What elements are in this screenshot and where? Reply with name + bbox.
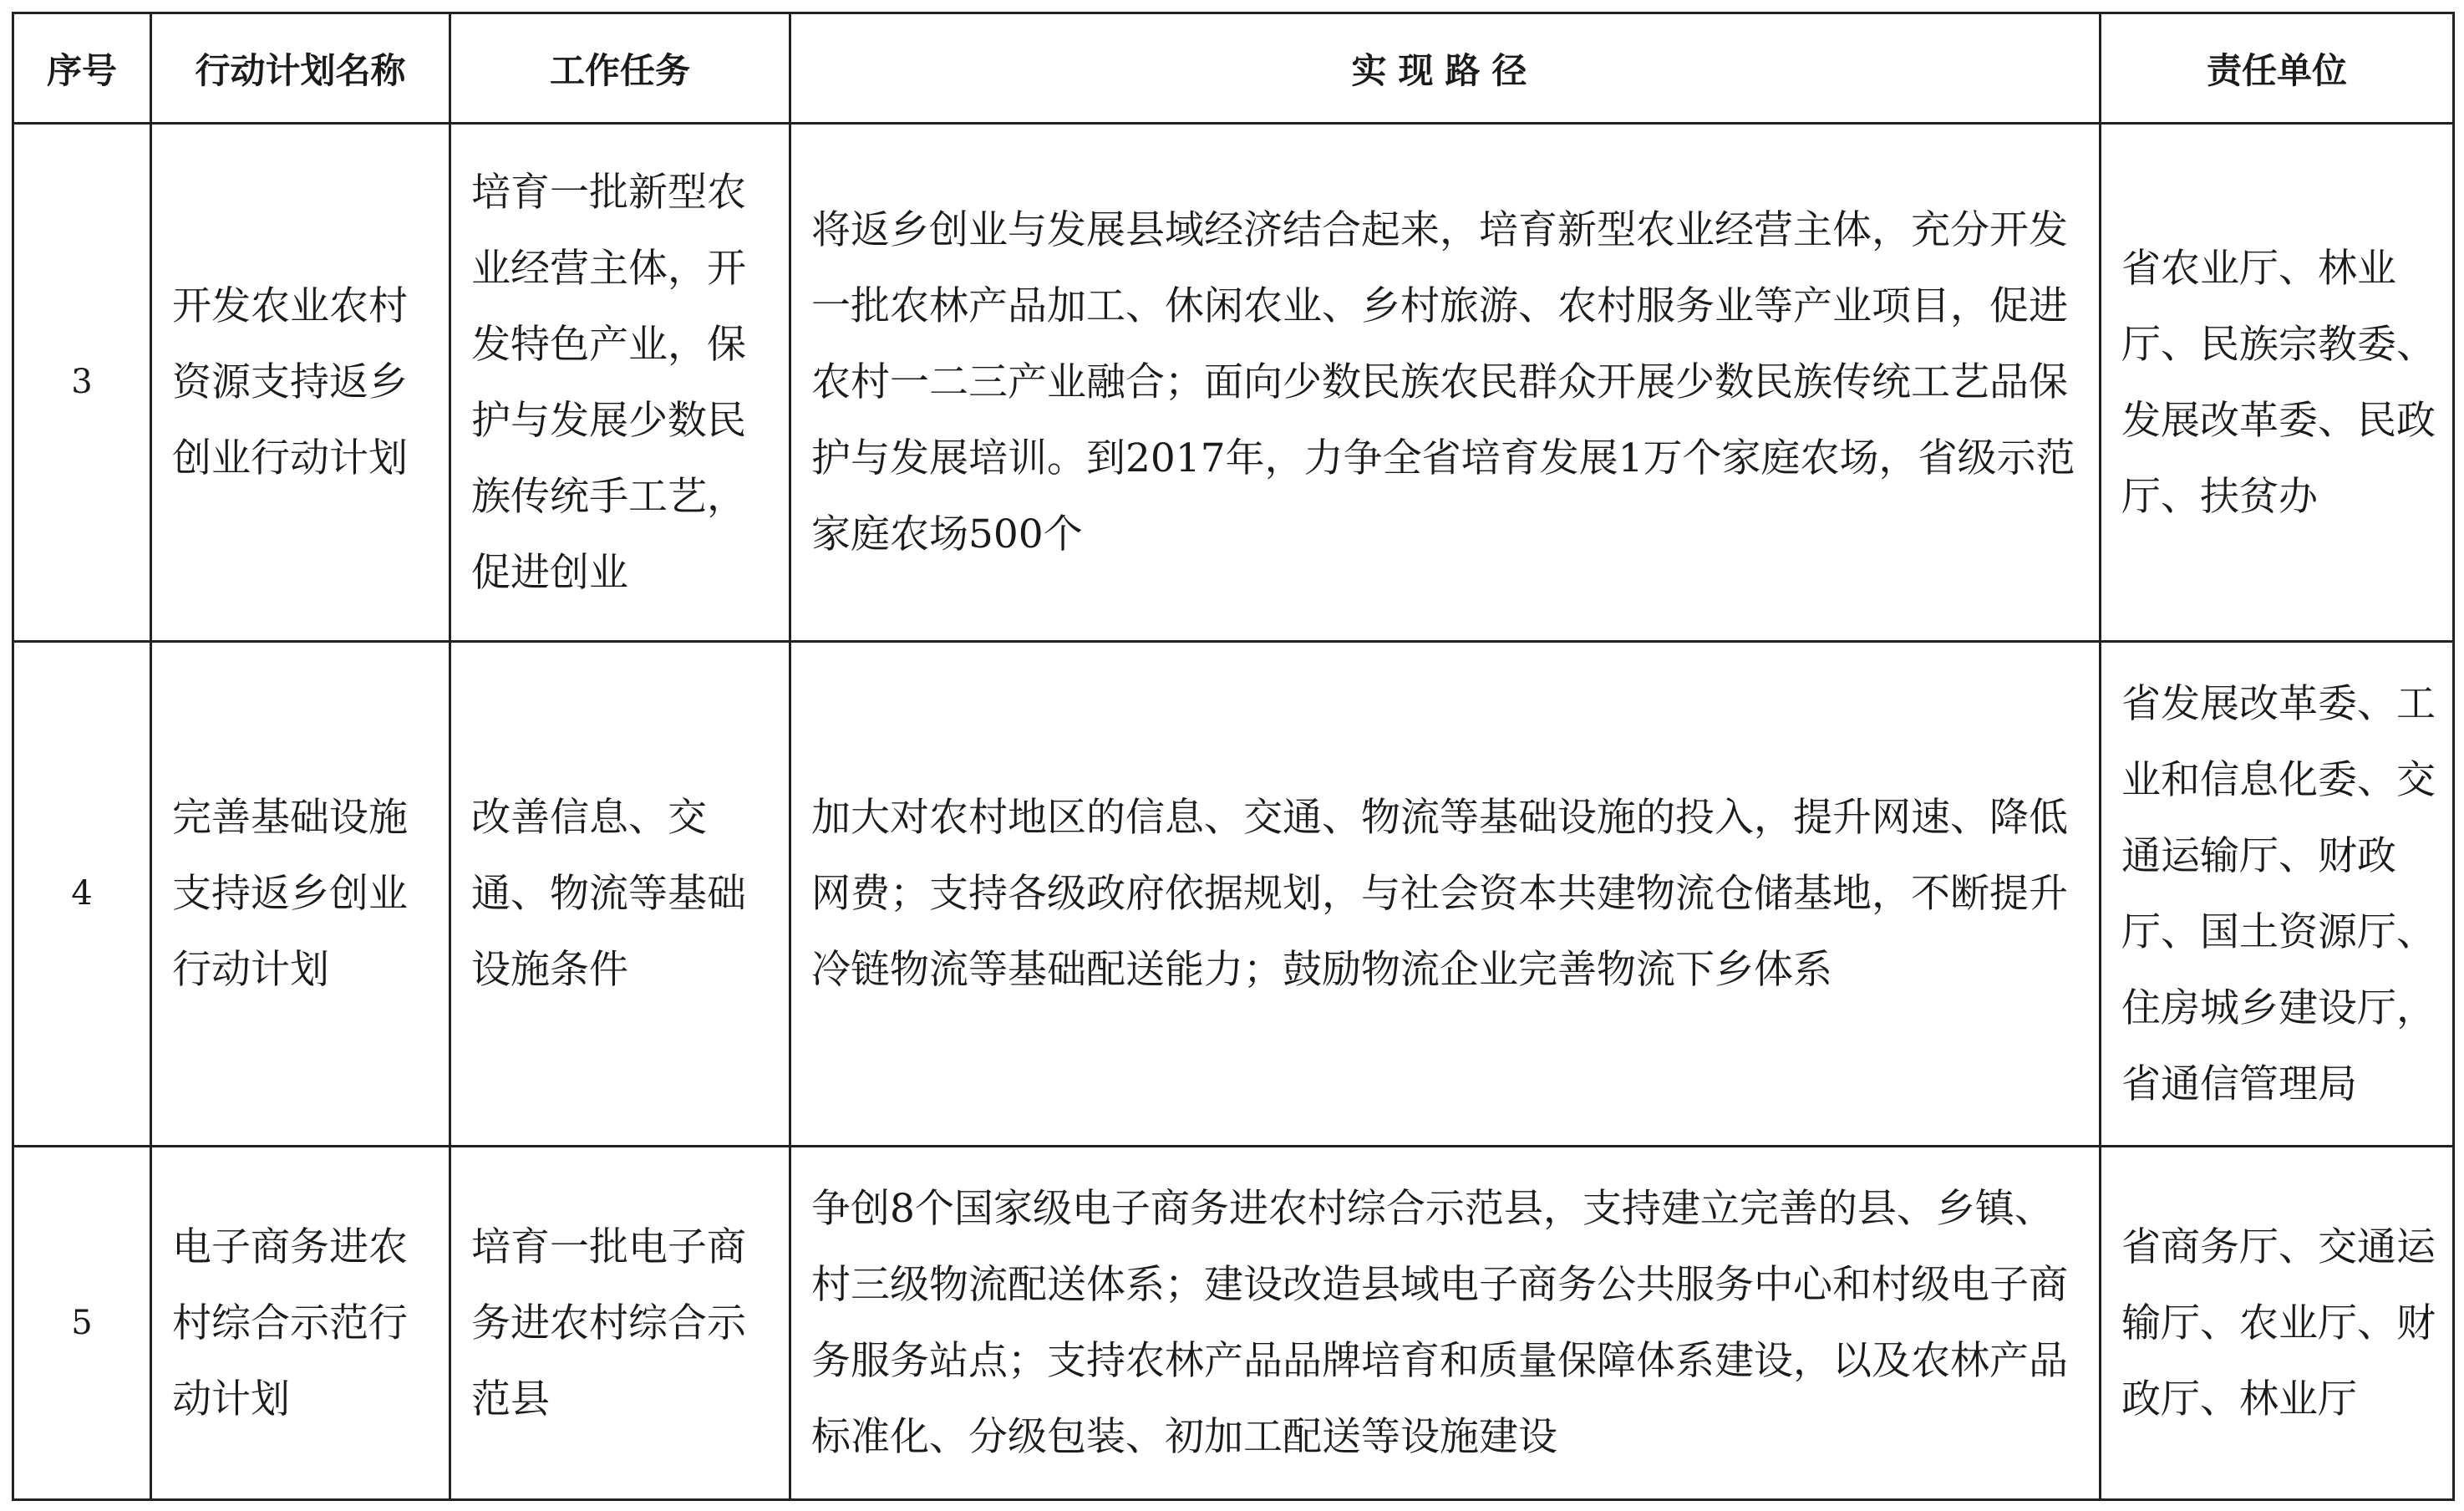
- header-task: 工作任务: [450, 13, 790, 124]
- cell-plan-name: 开发农业农村资源支持返乡创业行动计划: [151, 124, 450, 642]
- cell-plan-name: 电子商务进农村综合示范行动计划: [151, 1147, 450, 1500]
- cell-path: 争创8个国家级电子商务进农村综合示范县，支持建立完善的县、乡镇、村三级物流配送体系；建设改造县域电子商务公共服务中心和村级电子商务服务站点；支持农林产品品牌培育和质量保障体系建设，以及农林产品标准化、分级包装、初加工配送等设施建设: [790, 1147, 2101, 1500]
- table-row: [13, 642, 2454, 1147]
- header-path: 实现路径: [790, 13, 2101, 124]
- header-seq: 序号: [13, 13, 151, 124]
- cell-task: 培育一批新型农业经营主体，开发特色产业，保护与发展少数民族传统手工艺，促进创业: [450, 124, 790, 642]
- action-plan-table: [12, 12, 2455, 1501]
- table-row: [13, 124, 2454, 642]
- cell-seq: 5: [13, 1147, 151, 1500]
- cell-unit: 省农业厅、林业厅、民族宗教委、发展改革委、民政厅、扶贫办: [2101, 124, 2454, 642]
- cell-path: 将返乡创业与发展县域经济结合起来，培育新型农业经营主体，充分开发一批农林产品加工、休闲农业、乡村旅游、农村服务业等产业项目，促进农村一二三产业融合；面向少数民族农民群众开展少数民族传统工艺品保护与发展培训。到2017年，力争全省培育发展1万个家庭农场，省级示范家庭农场500个: [790, 124, 2101, 642]
- cell-unit: 省商务厅、交通运输厅、农业厅、财政厅、林业厅: [2101, 1147, 2454, 1500]
- cell-seq: 3: [13, 124, 151, 642]
- header-unit: 责任单位: [2101, 13, 2454, 124]
- cell-task: 改善信息、交通、物流等基础设施条件: [450, 642, 790, 1147]
- table-header-row: [13, 13, 2454, 124]
- header-plan-name: 行动计划名称: [151, 13, 450, 124]
- cell-path: 加大对农村地区的信息、交通、物流等基础设施的投入，提升网速、降低网费；支持各级政府依据规划，与社会资本共建物流仓储基地，不断提升冷链物流等基础配送能力；鼓励物流企业完善物流下乡体系: [790, 642, 2101, 1147]
- cell-seq: 4: [13, 642, 151, 1147]
- table-row: [13, 1147, 2454, 1500]
- cell-unit: 省发展改革委、工业和信息化委、交通运输厅、财政厅、国土资源厅、住房城乡建设厅，省通信管理局: [2101, 642, 2454, 1147]
- cell-task: 培育一批电子商务进农村综合示范县: [450, 1147, 790, 1500]
- cell-plan-name: 完善基础设施支持返乡创业行动计划: [151, 642, 450, 1147]
